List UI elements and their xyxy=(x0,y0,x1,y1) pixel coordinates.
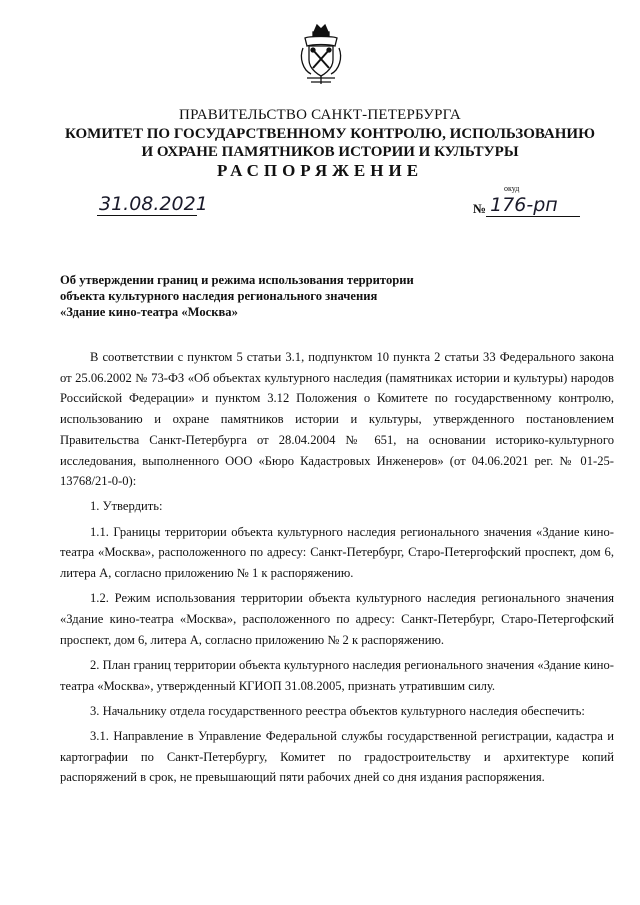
number-value: 176-рп xyxy=(486,194,580,217)
clause-1-2: 1.2. Режим использования территории объекта культурного наследия регионального значения «Здание кино-театра «Москва», расположенного по адресу: Санкт-Петербург, Старо-Петергофский проспект, дом 6, литера А, согласно приложению № 2 к распоряжению. xyxy=(60,591,614,647)
coat-of-arms-icon xyxy=(299,22,343,86)
committee-name xyxy=(60,125,600,161)
preamble-paragraph: В соответствии с пунктом 5 статьи 3.1, подпунктом 10 пункта 2 статьи 33 Федерального закона от 25.06.2002 № 73-ФЗ «Об объектах культурного наследия (памятниках истории и культуры) народов Российской Федерации» и пунктом 3.12 Положения о Комитете по государственному контролю, использованию и охране памятников истории и культуры, утвержденного постановлением Правительства Санкт-Петербурга от 28.04.2004 № 651, на основании историко-культурного исследования, выполненного ООО «Бюро Кадастровых Инженеров» (от 04.06.2021 рег. № 01-25-13768/21-0-0): xyxy=(60,350,614,489)
document-body xyxy=(60,347,614,793)
clause-1: 1. Утвердить: xyxy=(90,499,163,514)
clause-2: 2. План границ территории объекта культурного наследия регионального значения «Здание кино-театра «Москва», утвержденный КГИОП 31.08.2005, признать утратившим силу. xyxy=(60,657,614,693)
government-title: ПРАВИТЕЛЬСТВО САНКТ-ПЕТЕРБУРГА xyxy=(179,107,461,123)
date-value: 31.08.2021 xyxy=(99,193,208,215)
clause-1-1: 1.1. Границы территории объекта культурного наследия регионального значения «Здание кино-театра «Москва», расположенного по адресу: Санкт-Петербург, Старо-Петергофский проспект, дом 6, литера А, согласно приложению № 1 к распоряжению. xyxy=(60,524,614,581)
clause-3: 3. Начальнику отдела государственного реестра объектов культурного наследия обеспечить: xyxy=(90,703,585,718)
number-sign: № xyxy=(473,201,487,216)
subject-line1: Об утверждении границ и режима использования территории xyxy=(60,273,414,287)
number-field xyxy=(473,194,585,217)
document-type: РАСПОРЯЖЕНИЕ xyxy=(216,161,424,180)
date-field xyxy=(97,193,208,216)
subject-line2: объекта культурного наследия регионального значения xyxy=(60,289,378,303)
committee-name-line2: И ОХРАНЕ ПАМЯТНИКОВ ИСТОРИИ И КУЛЬТУРЫ xyxy=(141,144,519,160)
okud-label: окуд xyxy=(504,184,520,193)
document-subject xyxy=(60,272,460,320)
committee-name-line1: КОМИТЕТ ПО ГОСУДАРСТВЕННОМУ КОНТРОЛЮ, ИСПОЛЬЗОВАНИЮ xyxy=(65,126,595,142)
clause-3-1: 3.1. Направление в Управление Федеральной службы государственной регистрации, кадастра и картографии по Санкт-Петербургу, Комитет по градостроительству и архитектуре копий распоряжений в срок, не превышающий пяти рабочих дней со дня издания распоряжения. xyxy=(60,728,614,785)
subject-line3: «Здание кино-театра «Москва» xyxy=(60,305,238,319)
